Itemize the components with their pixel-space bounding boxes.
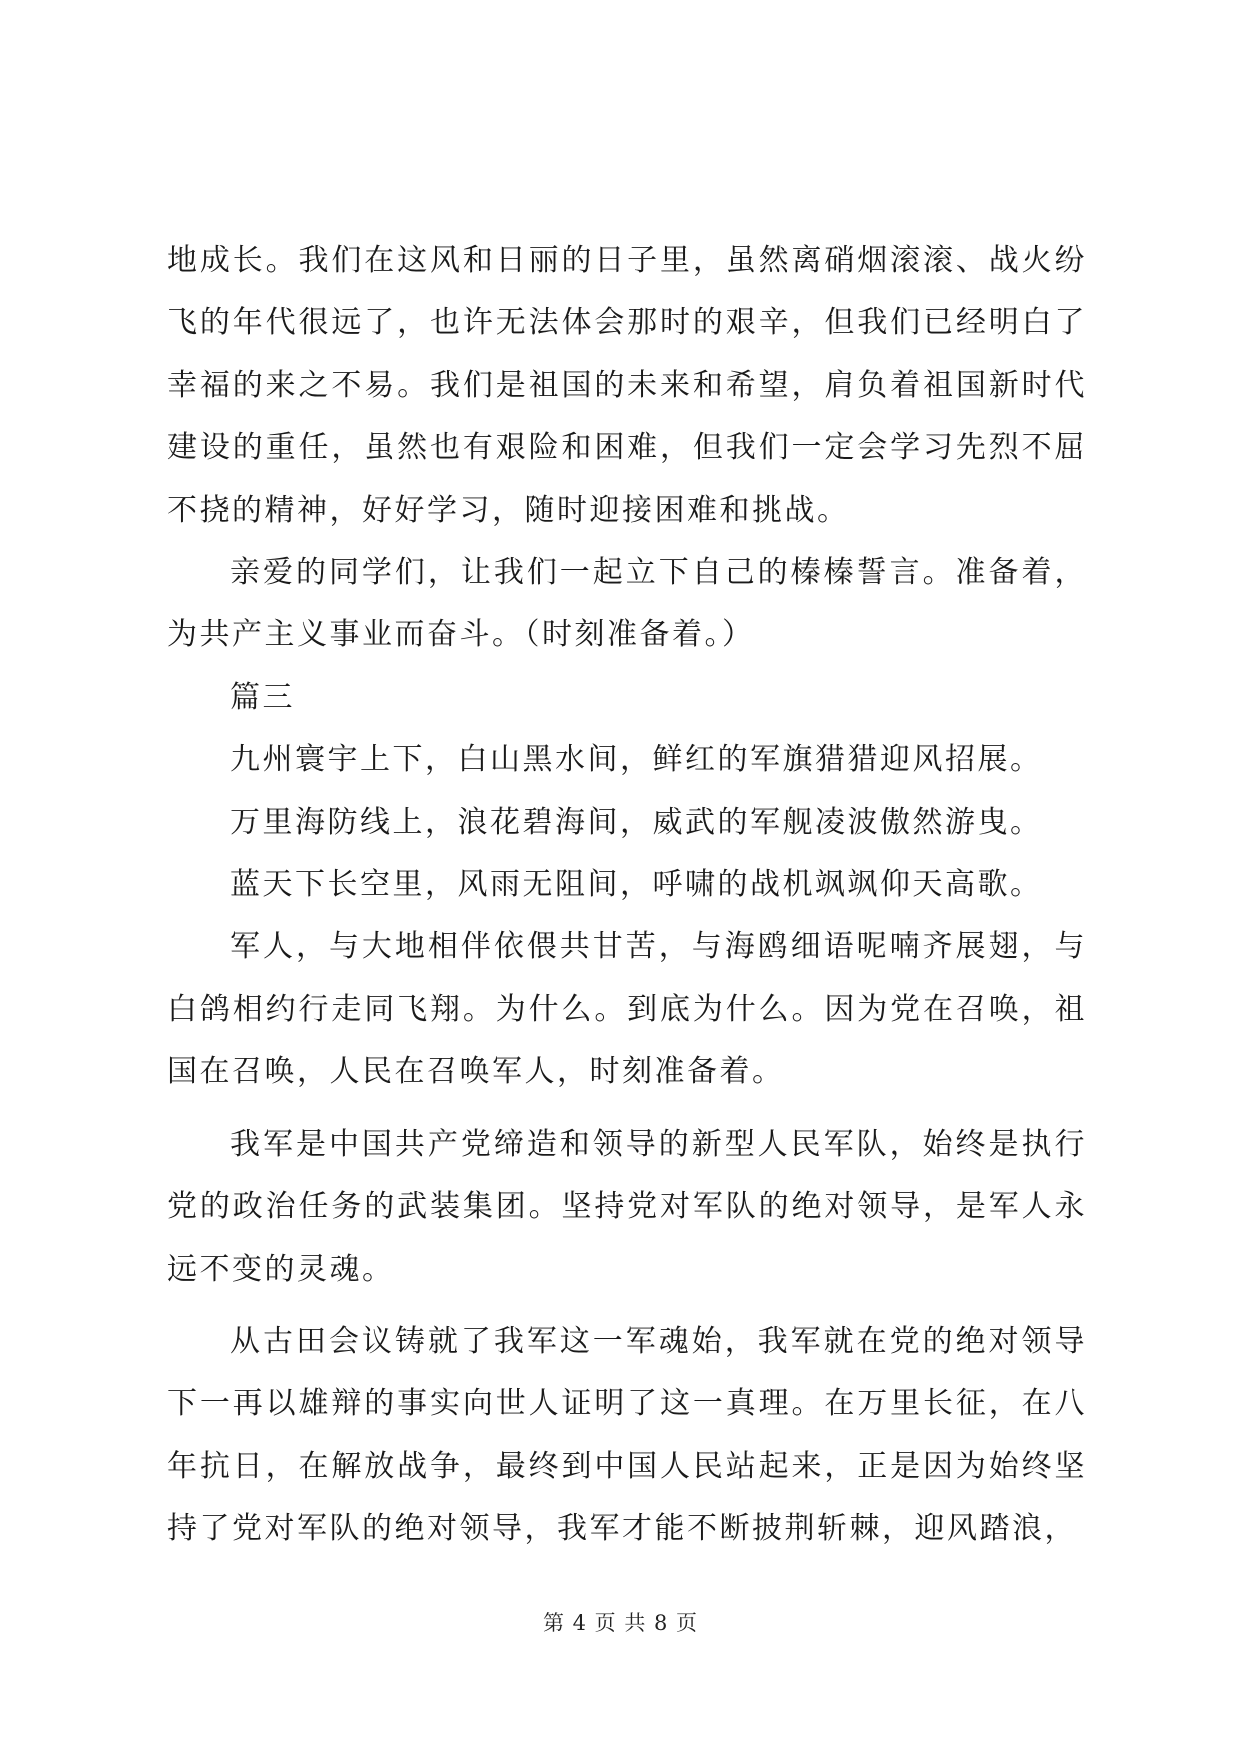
paragraph: 万里海防线上，浪花碧海间，威武的军舰凌波傲然游曳。 — [230, 804, 1043, 840]
paragraph: 军人，与大地相伴依偎共甘苦，与海鸥细语呢喃齐展翅，与白鸽相约行走同飞翔。为什么。到底为什么。因为党在召唤，祖国在召唤，人民在召唤军人，时刻准备着。 — [167, 929, 1087, 1090]
paragraph-continued: 地成长。我们在这风和日丽的日子里，虽然离硝烟滚滚、战火纷飞的年代很远了，也许无法体会那时的艰辛，但我们已经明白了幸福的来之不易。我们是祖国的未来和希望，肩负着祖国新时代建设的重任，虽然也有艰险和困难，但我们一定会学习先烈不屈不挠的精神，好好学习，随时迎接困难和挑战。 — [167, 243, 1087, 528]
paragraph: 从古田会议铸就了我军这一军魂始，我军就在党的绝对领导下一再以雄辩的事实向世人证明了这一真理。在万里长征，在八年抗日，在解放战争，最终到中国人民站起来，正是因为始终坚持了党对军队的绝对领导，我军才能不断披荆斩棘，迎风踏浪， — [167, 1323, 1087, 1547]
paragraph: 亲爱的同学们，让我们一起立下自己的榛榛誓言。准备着，为共产主义事业而奋斗。（时刻准备着。） — [167, 555, 1087, 653]
body-text — [167, 230, 1087, 1561]
section-heading: 篇三 — [230, 679, 295, 715]
paragraph: 我军是中国共产党缔造和领导的新型人民军队，始终是执行党的政治任务的武装集团。坚持党对军队的绝对领导，是军人永远不变的灵魂。 — [167, 1126, 1087, 1287]
page-number-footer: 第 4 页 共 8 页 — [542, 1611, 699, 1635]
paragraph: 九州寰宇上下，白山黑水间，鲜红的军旗猎猎迎风招展。 — [230, 742, 1043, 778]
paragraph: 蓝天下长空里，风雨无阻间，呼啸的战机飒飒仰天高歌。 — [230, 867, 1043, 903]
